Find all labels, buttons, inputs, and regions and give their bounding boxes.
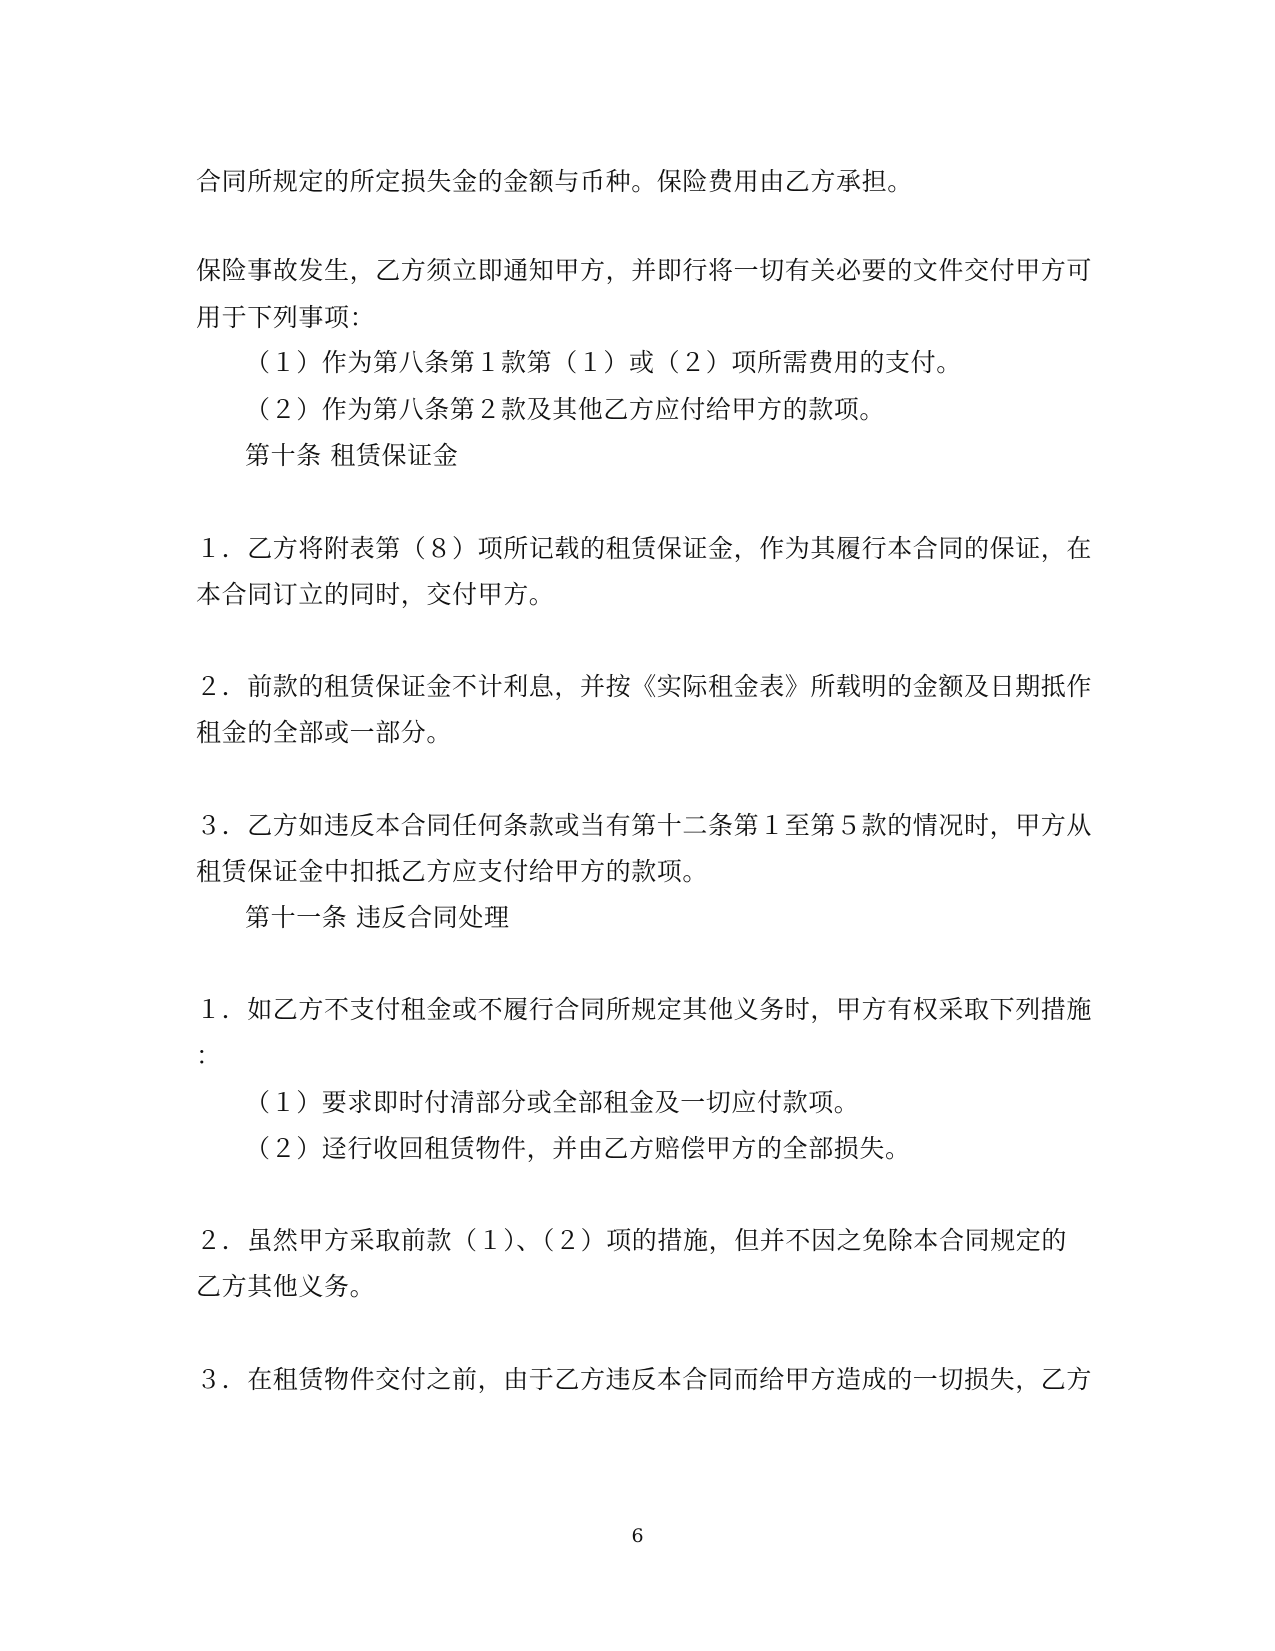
list-item: （２）迳行收回租赁物件，并由乙方赔偿甲方的全部损失。 — [245, 1134, 911, 1163]
list-item: （１）作为第八条第１款第（１）或（２）项所需费用的支付。 — [245, 348, 962, 377]
paragraph-line: １．如乙方不支付租金或不履行合同所规定其他义务时，甲方有权采取下列措施 — [196, 995, 1093, 1024]
paragraph-line: 乙方其他义务。 — [196, 1272, 376, 1301]
paragraph-line: 租赁保证金中扣抵乙方应支付给甲方的款项。 — [196, 857, 709, 886]
list-item: （２）作为第八条第２款及其他乙方应付给甲方的款项。 — [245, 395, 886, 424]
paragraph-line: １．乙方将附表第（８）项所记载的租赁保证金，作为其履行本合同的保证，在 — [196, 534, 1093, 563]
paragraph-line: 用于下列事项： — [196, 303, 376, 332]
section-heading: 第十条 租赁保证金 — [245, 441, 459, 470]
list-item: （１）要求即时付清部分或全部租金及一切应付款项。 — [245, 1088, 860, 1117]
paragraph-line: 保险事故发生，乙方须立即通知甲方，并即行将一切有关必要的文件交付甲方可 — [196, 256, 1093, 285]
paragraph-line: 本合同订立的同时，交付甲方。 — [196, 580, 555, 609]
paragraph-line: ３．在租赁物件交付之前，由于乙方违反本合同而给甲方造成的一切损失，乙方 — [196, 1365, 1093, 1394]
paragraph-line: ２．虽然甲方采取前款（１）、（２）项的措施，但并不因之免除本合同规定的 — [196, 1226, 1068, 1255]
paragraph-line: 合同所规定的所定损失金的金额与币种。保险费用由乙方承担。 — [196, 167, 913, 196]
paragraph-line: ２．前款的租赁保证金不计利息，并按《实际租金表》所载明的金额及日期抵作 — [196, 672, 1093, 701]
page-number: 6 — [631, 1525, 644, 1547]
section-heading: 第十一条 违反合同处理 — [245, 903, 510, 932]
paragraph-line: 租金的全部或一部分。 — [196, 718, 453, 747]
paragraph-line: ： — [196, 1041, 222, 1070]
paragraph-line: ３．乙方如违反本合同任何条款或当有第十二条第１至第５款的情况时，甲方从 — [196, 811, 1093, 840]
